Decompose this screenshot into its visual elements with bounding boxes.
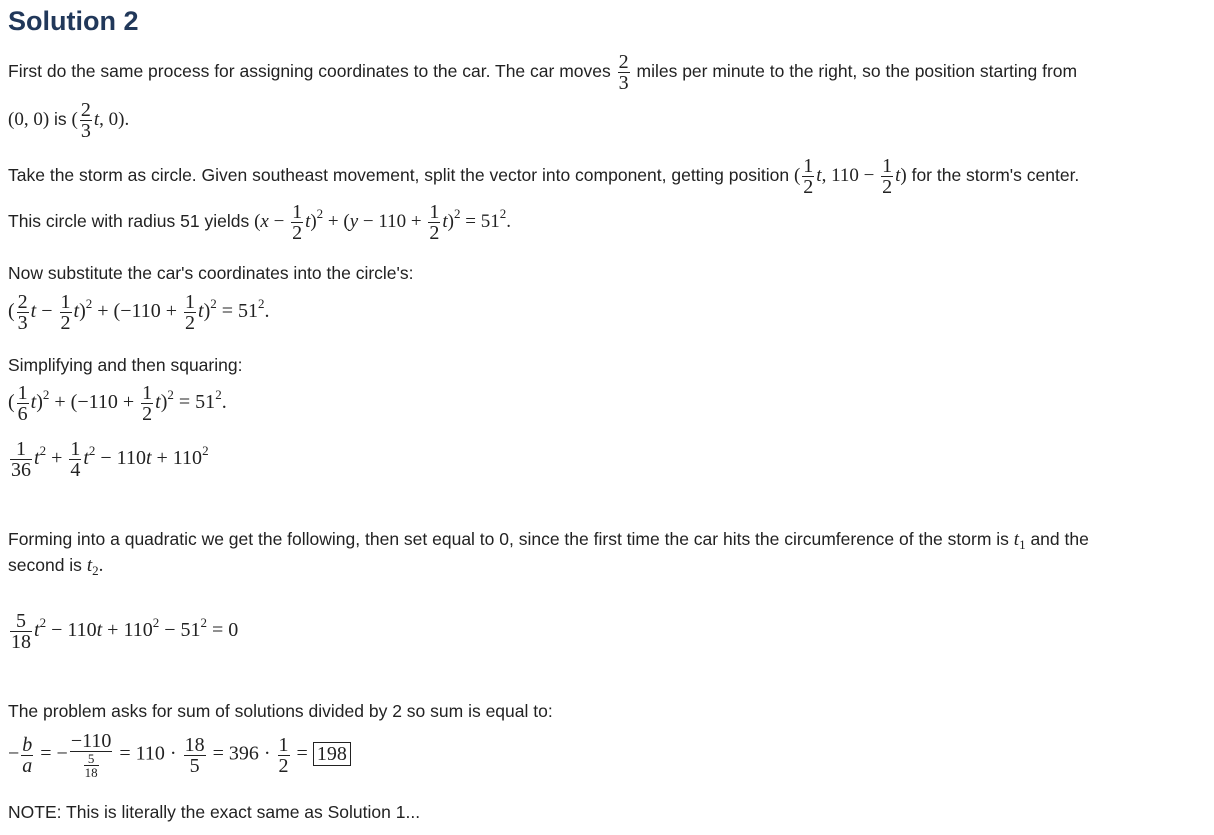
text: First do the same process for assigning coordinates to the car. The car moves (8, 60, 611, 81)
paragraph-circle (8, 202, 511, 243)
paragraph-storm (8, 156, 1079, 197)
text: miles per minute to the right, so the position starting from (636, 60, 1078, 81)
math-inline: $\frac{2}{3}$ (618, 51, 629, 94)
section-heading: Solution 2 (8, 6, 139, 36)
paragraph-quadratic-cont (8, 554, 103, 577)
equation-simplified: ( $\frac{1}{6}$ t)$^2$ + (−110 + $\frac{1}{2}$ $t)^2 = 51^2$. (8, 382, 227, 425)
equation-answer: − $\frac{b}{a}$ = − $\frac{-110}{\frac{5}{18}}$ = 110 · $\frac{18}{5}$ = 396 · $\frac{1}{2}$ = 198 (8, 731, 351, 779)
paragraph-car-motion (8, 52, 1077, 93)
math-inline: ( $\frac{1}{2}$ t, 110 − $\frac{1}{2}$ t) (793, 155, 907, 198)
math-inline: (0, 0) (8, 108, 50, 130)
text: second is (8, 555, 82, 575)
equation-expanded: $\frac{1}{36}$ $t^2$ + $\frac{1}{4}$ $t^2 - 110t + 110^2$ (11, 438, 209, 481)
text: This circle with radius 51 yields (8, 210, 250, 231)
text: and the (1030, 529, 1089, 549)
paragraph-simplify: Simplifying and then squaring: (8, 355, 243, 375)
text: Take the storm as circle. Given southeast movement, split the vector into component, getting position (8, 164, 790, 185)
paragraph-car-motion-cont (8, 100, 129, 141)
math-inline: (x − $\frac{1}{2}$ t)$^2$ + (y − 110 + $\frac{1}{2}$ $t)^2 = 51^2$. (254, 201, 511, 244)
paragraph-note: NOTE: This is literally the exact same as Solution 1... (8, 802, 421, 822)
paragraph-sum: The problem asks for sum of solutions divided by 2 so sum is equal to: (8, 701, 553, 721)
math-inline: $t_2$. (86, 555, 104, 578)
equation-substituted: ( $\frac{2}{3}$ t − $\frac{1}{2}$ t)$^2$ + (−110 + $\frac{1}{2}$ $t)^2 = 51^2$. (8, 291, 270, 334)
equation-quadratic: $\frac{5}{18}$ $t^2 - 110t + 110^2 - 51^2 = 0$ (11, 610, 239, 653)
final-answer-box: 198 (313, 742, 351, 766)
paragraph-quadratic (8, 528, 1089, 551)
math-inline: ( $\frac{2}{3}$ t, 0). (71, 99, 130, 142)
text: is (54, 108, 67, 129)
paragraph-substitute: Now substitute the car's coordinates into the circle's: (8, 263, 414, 283)
text: Forming into a quadratic we get the following, then set equal to 0, since the first time the car hits the circumference of the storm is (8, 529, 1009, 549)
math-inline: $t_1$ (1013, 529, 1026, 552)
text: for the storm's center. (911, 164, 1080, 185)
